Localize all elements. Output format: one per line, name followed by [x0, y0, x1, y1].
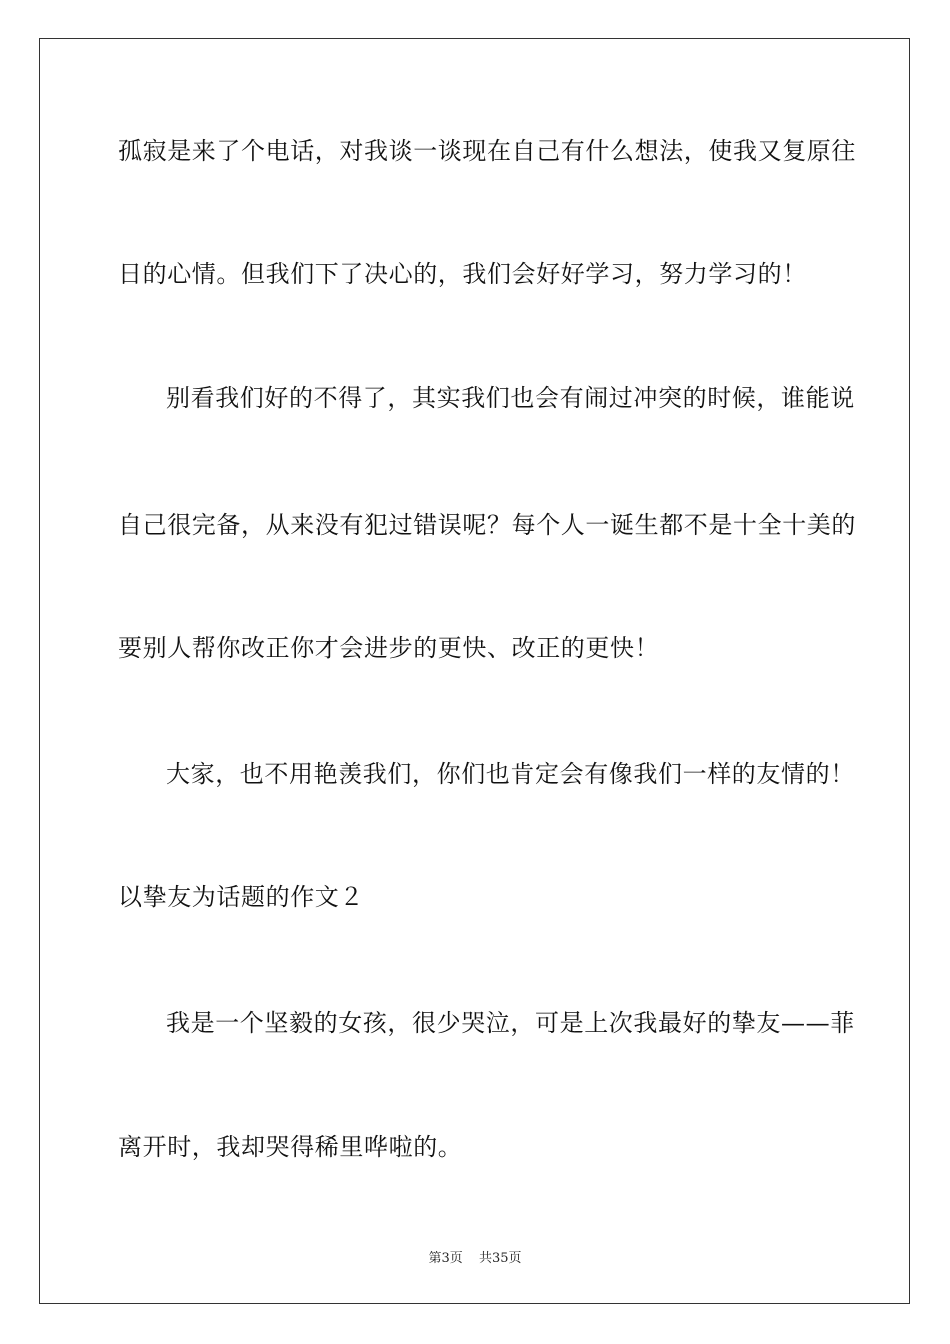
text-line-3: 别看我们好的不得了，其实我们也会有闹过冲突的时候，谁能说	[166, 384, 855, 412]
section-heading: 以挚友为话题的作文２	[118, 883, 364, 911]
text-line-4: 自己很完备，从来没有犯过错误呢？每个人一诞生都不是十全十美的	[118, 511, 856, 539]
text-line-6: 大家，也不用艳羡我们，你们也肯定会有像我们一样的友情的！	[166, 760, 855, 788]
text-line-9: 离开时，我却哭得稀里哗啦的。	[118, 1133, 463, 1161]
page-footer	[0, 1247, 950, 1266]
text-line-1: 孤寂是来了个电话，对我谈一谈现在自己有什么想法，使我又复原往	[118, 137, 856, 165]
text-line-2: 日的心情。但我们下了决心的，我们会好好学习，努力学习的！	[118, 260, 807, 288]
text-line-8: 我是一个坚毅的女孩，很少哭泣，可是上次我最好的挚友——菲	[166, 1009, 855, 1037]
text-line-5: 要别人帮你改正你才会进步的更快、改正的更快！	[118, 634, 660, 662]
page-number: 第3页	[428, 1251, 463, 1266]
total-pages: 共35页	[478, 1251, 522, 1266]
page-border	[39, 38, 910, 1304]
